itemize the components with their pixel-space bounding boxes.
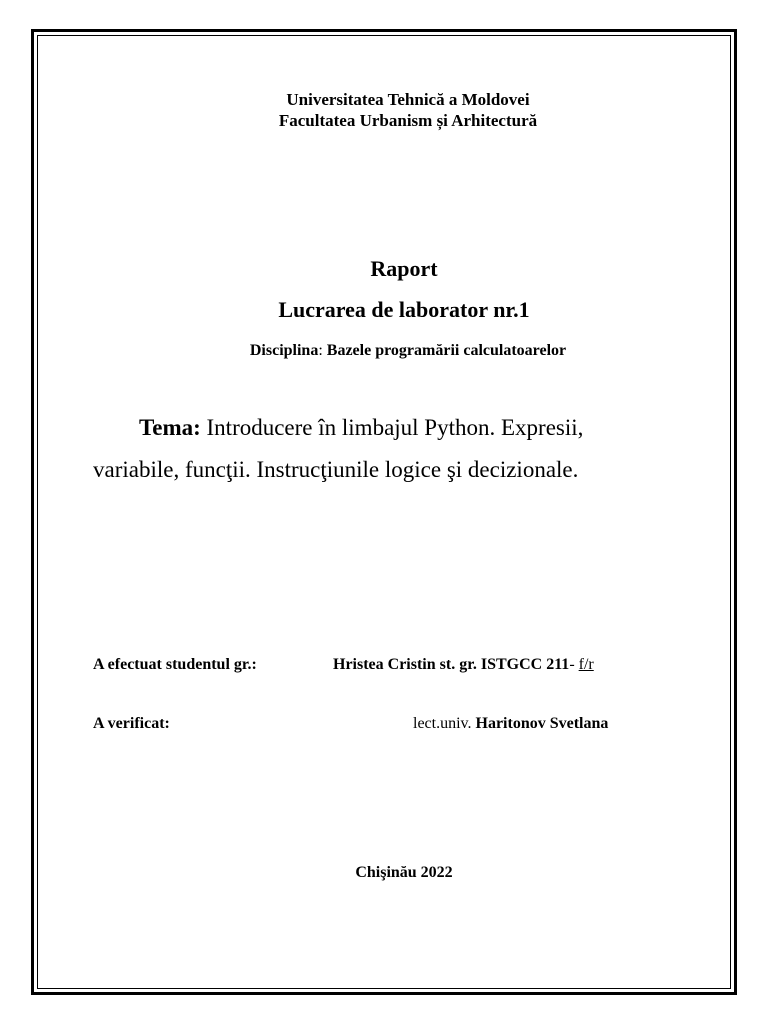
faculty-name: Facultatea Urbanism și Arhitectură	[278, 111, 538, 130]
report-title: Raport	[370, 256, 438, 281]
verified-value	[413, 714, 608, 734]
discipline-label: Disciplina	[249, 342, 319, 359]
lab-title: Lucrarea de laborator nr.1	[278, 297, 530, 322]
discipline-line	[48, 340, 768, 361]
theme-line-1	[139, 413, 583, 443]
verified-label: A verificat:	[93, 715, 170, 732]
university-name: Universitatea Tehnică a Moldovei	[286, 90, 530, 109]
city-year: Chişinău 2022	[355, 864, 453, 881]
performed-label: A efectuat studentul gr.:	[93, 656, 257, 673]
performed-dash: -	[569, 656, 579, 673]
study-form: f/r	[578, 656, 594, 673]
page-border-inner	[37, 35, 731, 989]
performed-value	[333, 655, 594, 675]
student-name: Hristea Cristin st. gr. ISTGCC 211	[333, 656, 570, 673]
theme-text-1: Introducere în limbajul Python. Expresii,	[200, 415, 584, 440]
verifier-name: Haritonov Svetlana	[475, 715, 609, 732]
discipline-separator: :	[318, 342, 327, 359]
theme-label: Tema:	[139, 415, 201, 440]
verifier-title: lect.univ.	[413, 715, 476, 732]
discipline-value: Bazele programării calculatoarelor	[326, 342, 567, 359]
theme-line-2: variabile, funcţii. Instrucţiunile logice şi decizionale.	[93, 457, 579, 482]
